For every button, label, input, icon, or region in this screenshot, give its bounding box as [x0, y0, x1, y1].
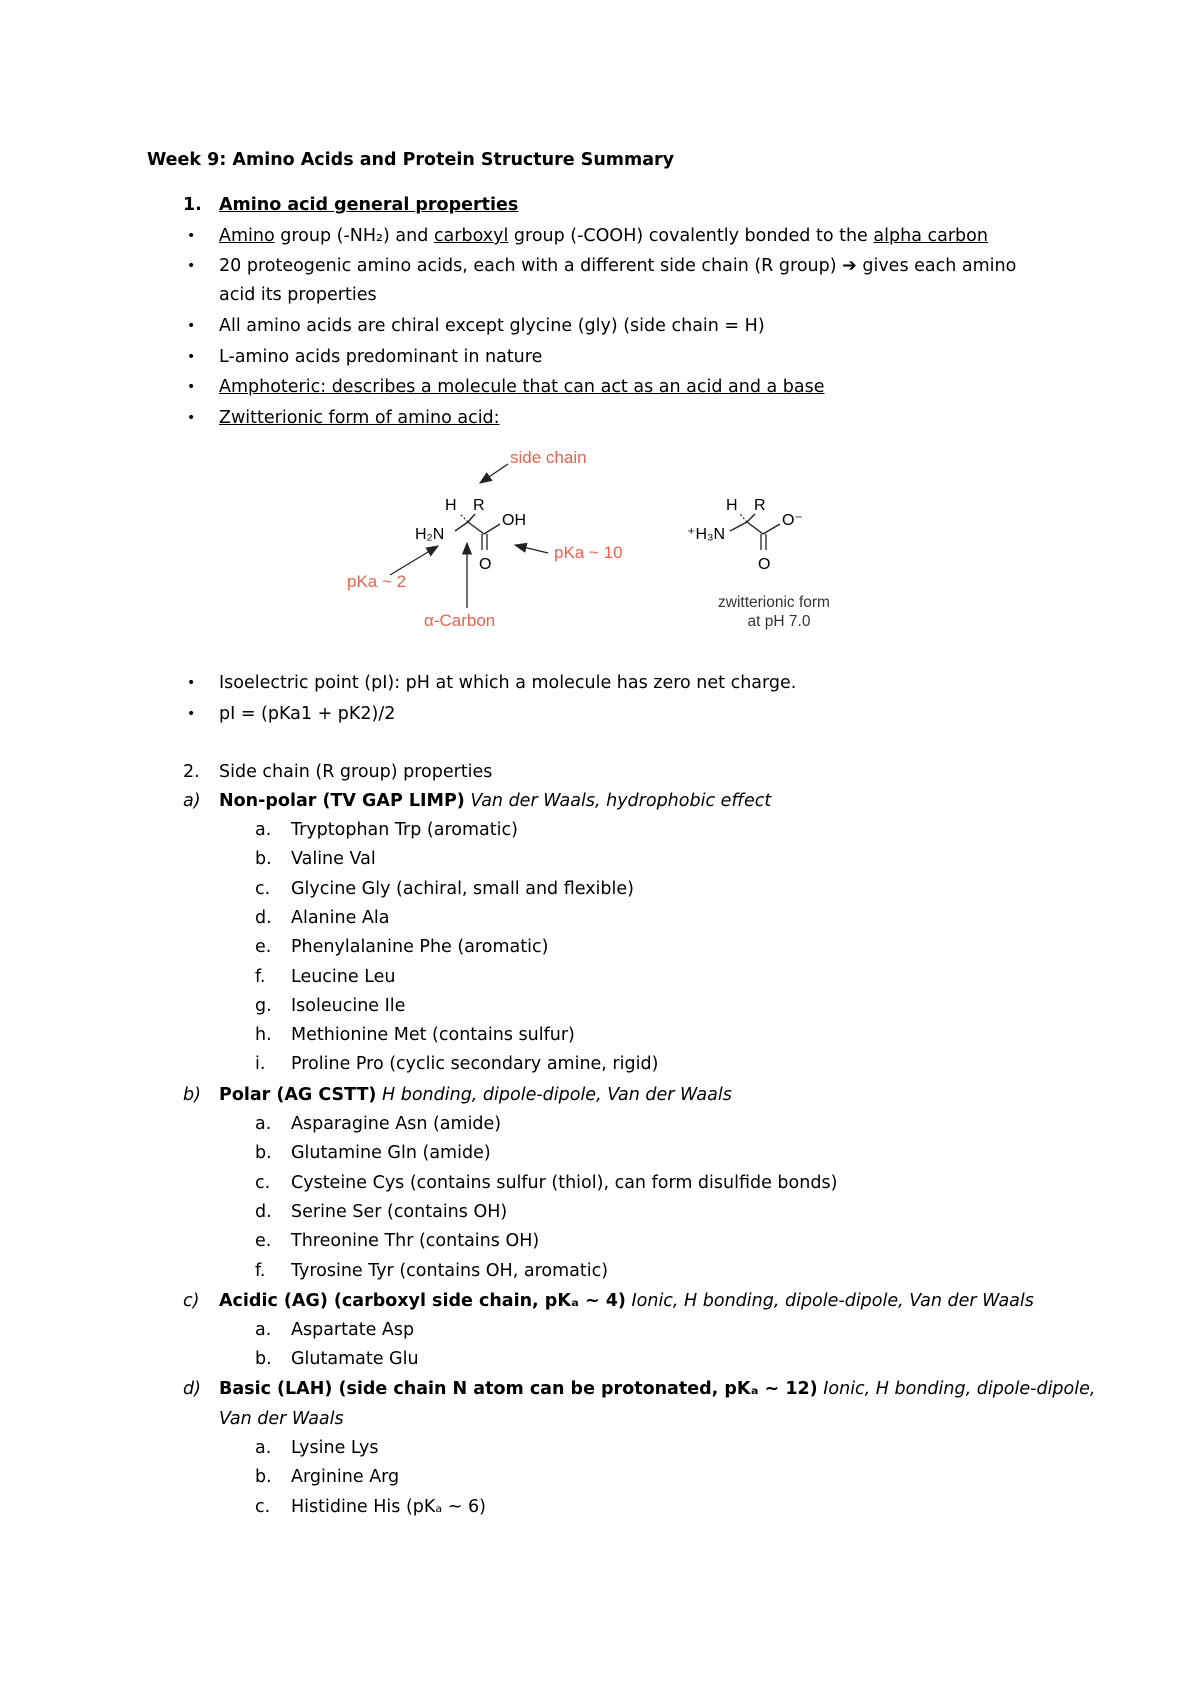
pka-10-label: pKa ~ 10 — [554, 543, 623, 562]
pka-2-label: pKa ~ 2 — [347, 572, 407, 591]
atom-r-label: R — [754, 497, 766, 514]
list-item-text: Arginine Arg — [291, 1467, 400, 1488]
list-item-marker: h. — [255, 1025, 272, 1046]
category-marker: a) — [183, 791, 201, 811]
bond — [460, 514, 468, 522]
list-item-marker: d. — [255, 1201, 272, 1222]
bullet-icon: • — [187, 410, 196, 426]
list-item-marker: b. — [255, 1143, 272, 1164]
list-item-text: Methionine Met (contains sulfur) — [291, 1025, 575, 1046]
list-item-text: Lysine Lys — [291, 1438, 379, 1458]
list-item-marker: f. — [255, 966, 266, 987]
bond — [730, 522, 747, 531]
bond — [468, 522, 484, 534]
list-item-marker: a. — [255, 1438, 272, 1458]
category-text: Non-polar (TV GAP LIMP) Van der Waals, hydrophobic effect — [219, 791, 772, 811]
bond — [763, 524, 780, 534]
atom-h-label: H — [445, 497, 457, 514]
bond — [747, 514, 755, 522]
list-item-text: Valine Val — [291, 849, 376, 870]
category-marker: b) — [183, 1085, 201, 1105]
list-item-text: Phenylalanine Phe (aromatic) — [291, 937, 549, 958]
list-item-text: Proline Pro (cyclic secondary amine, rigid) — [291, 1054, 659, 1075]
bond — [468, 514, 475, 522]
list-item-text: Leucine Leu — [291, 966, 396, 987]
atom-h3n-label: ⁺H₃N — [687, 526, 726, 543]
atom-oh-label: OH — [502, 512, 526, 529]
list-item-text: Glycine Gly (achiral, small and flexible) — [291, 878, 634, 899]
category-text: Acidic (AG) (carboxyl side chain, pKₐ ~ 4) Ionic, H bonding, dipole-dipole, Van der Waals — [219, 1291, 1034, 1311]
list-item-marker: a. — [255, 820, 272, 840]
list-item-text: Tryptophan Trp (aromatic) — [291, 820, 518, 840]
bullet-text: L-amino acids predominant in nature — [219, 347, 543, 367]
list-item-text: Glutamate Glu — [291, 1349, 419, 1370]
list-item-text: Threonine Thr (contains OH) — [291, 1231, 540, 1252]
bond — [484, 524, 500, 534]
list-item-marker: e. — [255, 937, 272, 958]
category-text: Polar (AG CSTT) H bonding, dipole-dipole, Van der Waals — [219, 1085, 732, 1105]
list-item-text: Aspartate Asp — [291, 1320, 415, 1340]
bullet-text: 20 proteogenic amino acids, each with a different side chain (R group) ➔ gives each amino — [219, 256, 1017, 276]
bullet-icon: • — [187, 228, 196, 244]
section-heading-text: Amino acid general properties — [219, 195, 519, 215]
section-number: 1. — [183, 195, 202, 215]
list-item-text: Alanine Ala — [291, 907, 390, 928]
zwitterion-caption-line2: at pH 7.0 — [747, 613, 811, 630]
list-item-marker: c. — [255, 878, 271, 899]
side-chain-label: side chain — [510, 450, 587, 467]
category-text: Basic (LAH) (side chain N atom can be protonated, pKₐ ~ 12) Ionic, H bonding, dipole-dipole, — [219, 1379, 1096, 1399]
category-marker: c) — [183, 1291, 200, 1311]
bullet-text: All amino acids are chiral except glycine (gly) (side chain = H) — [219, 316, 765, 336]
atom-r-label: R — [473, 497, 485, 514]
bond — [455, 522, 468, 531]
bullet-text-continuation: acid its properties — [219, 285, 377, 305]
zwitterion-caption-line1: zwitterionic form — [718, 594, 830, 611]
page-title: Week 9: Amino Acids and Protein Structure Summary — [147, 150, 675, 170]
list-item-marker: b. — [255, 849, 272, 870]
alpha-carbon-label: α-Carbon — [424, 611, 496, 630]
list-item-marker: e. — [255, 1231, 272, 1252]
list-item-marker: a. — [255, 1114, 272, 1134]
pka2-arrow — [390, 546, 438, 575]
category-text-continuation: Van der Waals — [219, 1409, 344, 1429]
list-item-marker: i. — [255, 1054, 266, 1075]
pka10-arrow — [515, 545, 548, 553]
list-item-marker: f. — [255, 1260, 266, 1281]
bullet-text: Amphoteric: describes a molecule that can act as an acid and a base — [219, 377, 825, 397]
bullet-text: Amino group (-NH₂) and carboxyl group (-COOH) covalently bonded to the alpha carbon — [219, 226, 988, 246]
list-item-marker: c. — [255, 1172, 271, 1193]
side-chain-arrow — [480, 464, 508, 483]
list-item-text: Cysteine Cys (contains sulfur (thiol), can form disulfide bonds) — [291, 1172, 838, 1193]
bullet-text: pI = (pKa1 + pK2)/2 — [219, 704, 396, 724]
list-item-marker: b. — [255, 1349, 272, 1370]
list-item-text: Isoleucine Ile — [291, 995, 406, 1016]
bond — [740, 514, 747, 522]
atom-h-label: H — [726, 497, 738, 514]
bullet-icon: • — [187, 258, 196, 274]
list-item-marker: a. — [255, 1320, 272, 1340]
list-item-text: Asparagine Asn (amide) — [291, 1114, 502, 1134]
category-marker: d) — [183, 1379, 201, 1399]
list-item-marker: c. — [255, 1496, 271, 1517]
section-number: 2. — [183, 762, 200, 782]
section-heading-text: Side chain (R group) properties — [219, 762, 493, 782]
list-item-text: Serine Ser (contains OH) — [291, 1201, 508, 1222]
atom-h2n-label: H₂N — [415, 526, 445, 543]
bond — [747, 522, 763, 534]
list-item-text: Histidine His (pKₐ ~ 6) — [291, 1496, 486, 1517]
atom-o-label: O — [758, 556, 771, 573]
atom-o-label: O — [479, 556, 492, 573]
bullet-icon: • — [187, 675, 196, 691]
bullet-icon: • — [187, 706, 196, 722]
list-item-marker: g. — [255, 995, 272, 1016]
bullet-icon: • — [187, 349, 196, 365]
bullet-text: Zwitterionic form of amino acid: — [219, 408, 500, 428]
list-item-marker: d. — [255, 907, 272, 928]
bullet-icon: • — [187, 318, 196, 334]
list-item-marker: b. — [255, 1467, 272, 1488]
atom-o-minus-label: O⁻ — [782, 512, 803, 529]
list-item-text: Tyrosine Tyr (contains OH, aromatic) — [291, 1260, 609, 1281]
list-item-text: Glutamine Gln (amide) — [291, 1143, 491, 1164]
amino-acid-structure-figure — [330, 450, 870, 635]
bullet-icon: • — [187, 379, 196, 395]
bullet-text: Isoelectric point (pI): pH at which a molecule has zero net charge. — [219, 673, 797, 693]
